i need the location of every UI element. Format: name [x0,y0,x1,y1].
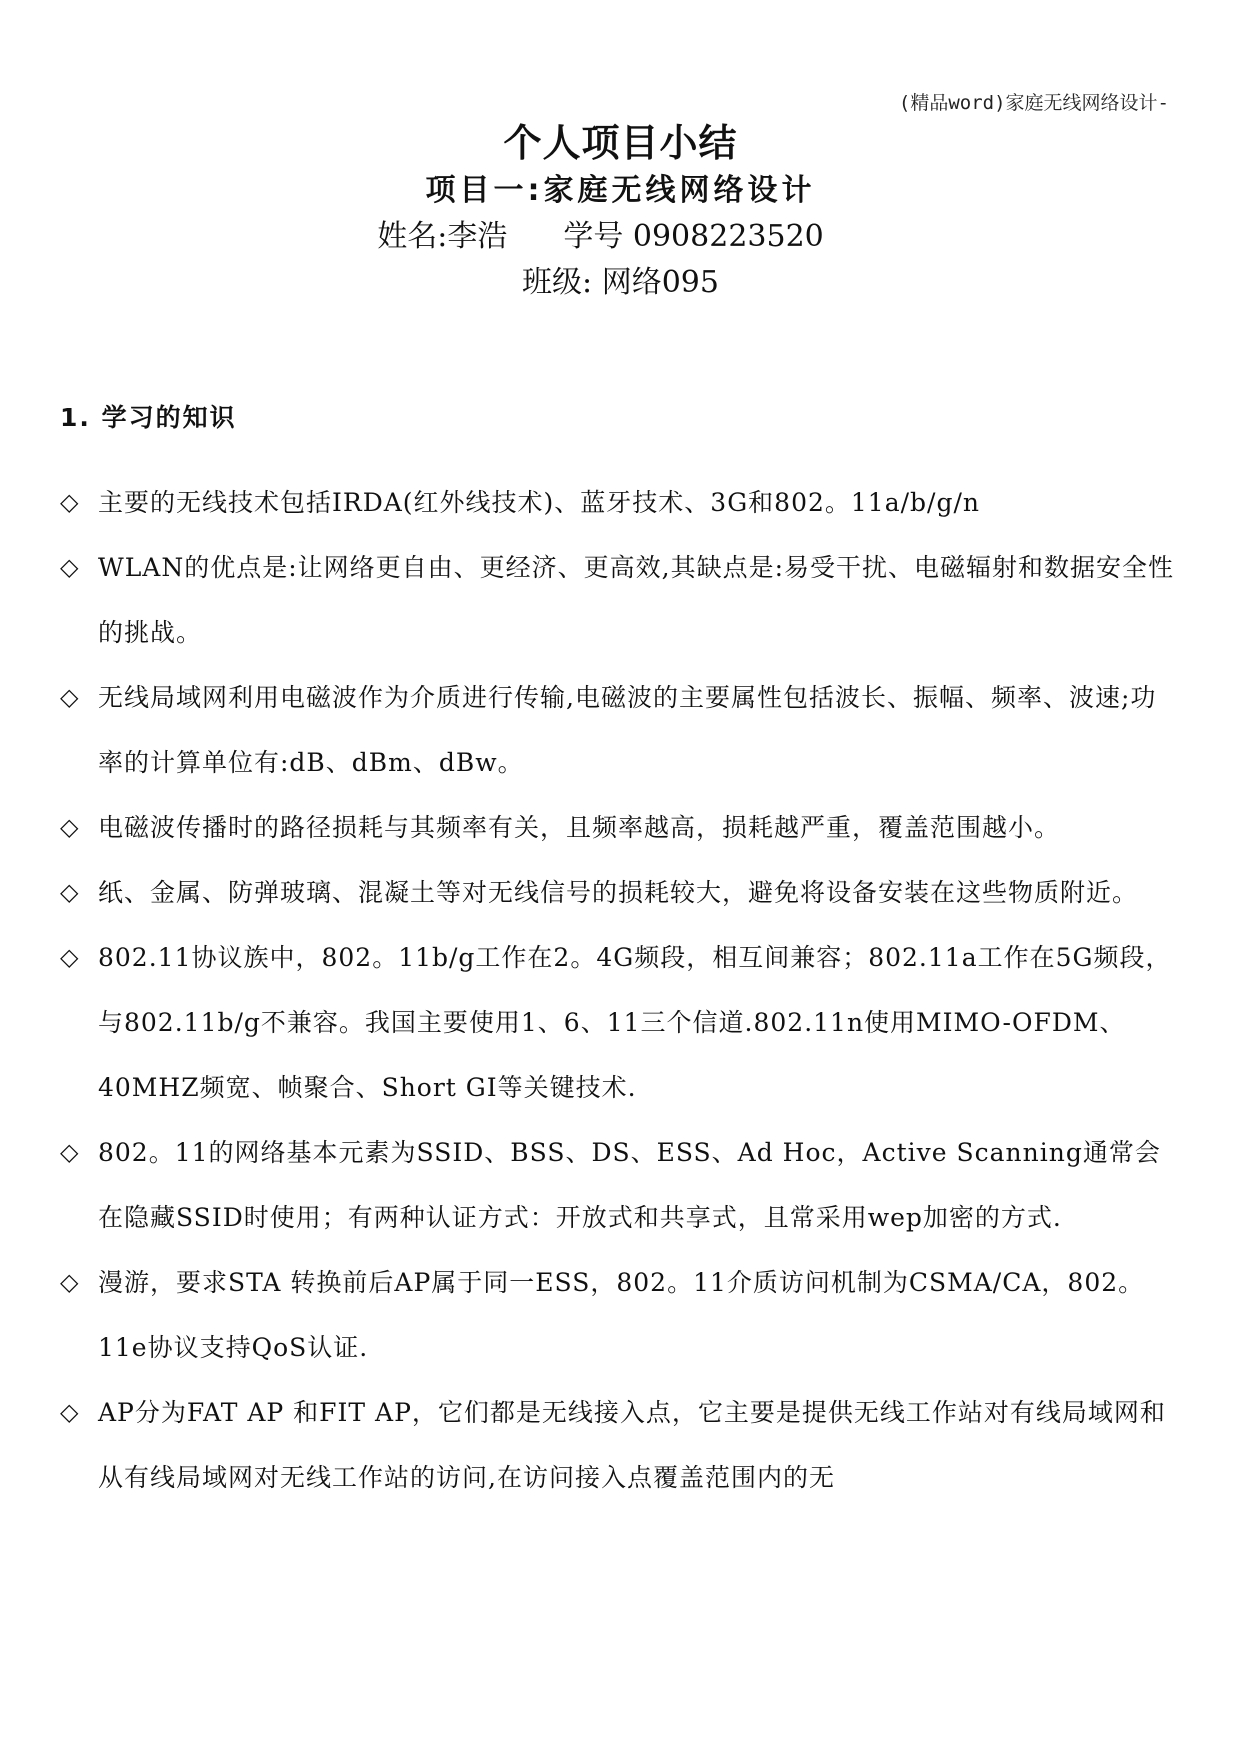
diamond-bullet-icon: ◇ [60,943,80,971]
student-name: 姓名:李浩 [377,219,508,254]
list-item-text: 802.11协议族中，802。11b/g工作在2。4G频段，相互间兼容；802.11a工作在5G频段，与802.11b/g不兼容。我国主要使用1、6、11三个信道.802.11n使用MIMO-OFDM、40MHZ频宽、帧聚合、Short GI等关键技术. [98,943,1172,1102]
document-title: 个人项目小结 [503,121,738,165]
list-item [60,925,1180,1120]
list-item-text: 802。11的网络基本元素为SSID、BSS、DS、ESS、Ad Hoc，Active Scanning通常会在隐藏SSID时使用；有两种认证方式：开放式和共享式，且常采用wep加密的方式. [98,1138,1161,1232]
list-item [60,665,1180,795]
title-block [0,118,1241,306]
list-item-text: 无线局域网利用电磁波作为介质进行传输,电磁波的主要属性包括波长、振幅、频率、波速;功率的计算单位有:dB、dBm、dBw。 [98,683,1157,777]
list-item-text: 主要的无线技术包括IRDA(红外线技术)、蓝牙技术、3G和802。11a/b/g/n [98,488,980,517]
diamond-bullet-icon: ◇ [60,488,80,516]
list-item-text: AP分为FAT AP 和FIT AP，它们都是无线接入点，它主要是提供无线工作站对有线局域网和从有线局域网对无线工作站的访问,在访问接入点覆盖范围内的无 [98,1398,1166,1492]
list-item-text: 漫游，要求STA 转换前后AP属于同一ESS，802。11介质访问机制为CSMA/CA，802。11e协议支持QoS认证. [98,1268,1145,1362]
diamond-bullet-icon: ◇ [60,1398,80,1426]
list-item [60,795,1180,860]
list-item [60,535,1180,665]
list-item-text: WLAN的优点是:让网络更自由、更经济、更高效,其缺点是:易受干扰、电磁辐射和数据安全性的挑战。 [98,553,1175,647]
list-item [60,1380,1180,1510]
list-item-text: 电磁波传播时的路径损耗与其频率有关，且频率越高，损耗越严重，覆盖范围越小。 [98,813,1061,842]
diamond-bullet-icon: ◇ [60,683,80,711]
list-item [60,860,1180,925]
diamond-bullet-icon: ◇ [60,878,80,906]
knowledge-list [60,470,1180,1510]
class-line: 班级: 网络095 [522,265,719,300]
project-subtitle: 项目一:家庭无线网络设计 [425,173,816,208]
list-item-text: 纸、金属、防弹玻璃、混凝土等对无线信号的损耗较大，避免将设备安装在这些物质附近。 [98,878,1139,907]
section-heading: 1. 学习的知识 [60,403,237,432]
diamond-bullet-icon: ◇ [60,1138,80,1166]
list-item [60,470,1180,535]
list-item [60,1250,1180,1380]
list-item [60,1120,1180,1250]
diamond-bullet-icon: ◇ [60,553,80,581]
running-header: (精品word)家庭无线网络设计- [898,92,1169,114]
student-id: 学号 0908223520 [563,219,824,254]
student-info-line [0,214,1241,260]
diamond-bullet-icon: ◇ [60,813,80,841]
diamond-bullet-icon: ◇ [60,1268,80,1296]
